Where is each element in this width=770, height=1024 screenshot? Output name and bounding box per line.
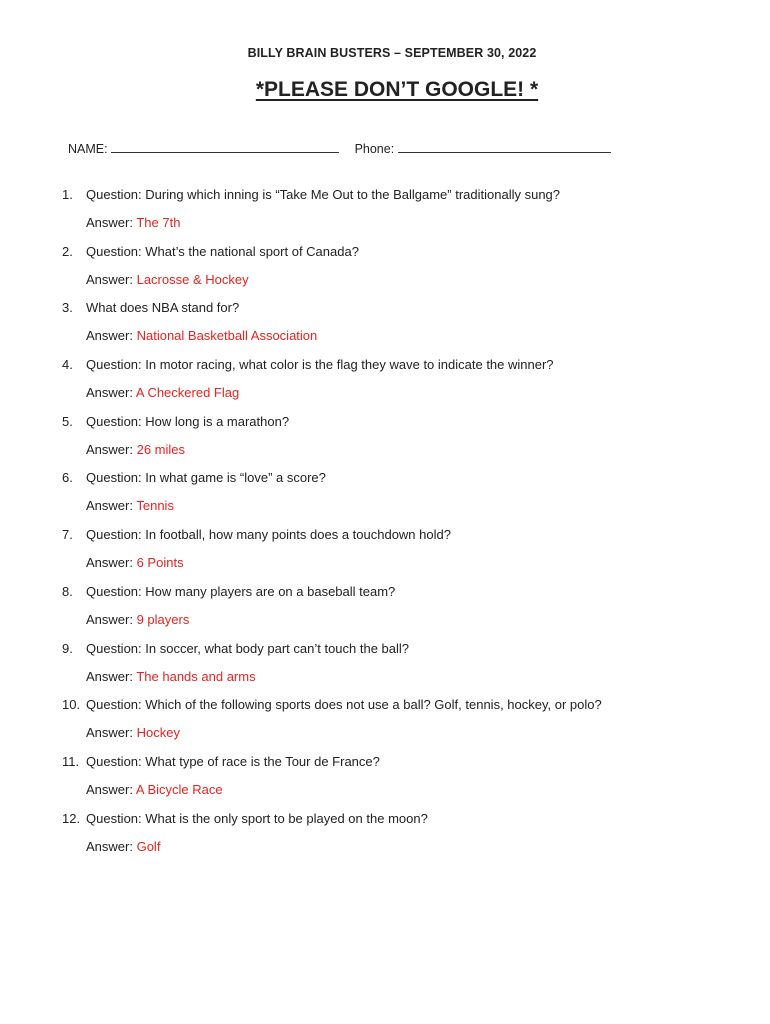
answer-line bbox=[86, 555, 184, 570]
question-number: 8. bbox=[62, 583, 73, 599]
question-text: Question: Which of the following sports does not use a ball? Golf, tennis, hockey, or polo? bbox=[86, 697, 602, 713]
question-number: 5. bbox=[62, 413, 73, 429]
list-item bbox=[62, 811, 762, 868]
answer-label: Answer: bbox=[86, 611, 133, 627]
list-item bbox=[62, 187, 762, 244]
answer-label: Answer: bbox=[86, 781, 133, 797]
question-number: 11. bbox=[62, 753, 80, 769]
warning-title bbox=[0, 78, 770, 102]
answer-label: Answer: bbox=[86, 498, 133, 514]
answer-text: 9 players bbox=[136, 611, 190, 627]
list-item bbox=[62, 357, 762, 414]
contact-fields bbox=[68, 140, 611, 156]
list-item bbox=[62, 641, 762, 698]
list-item bbox=[62, 697, 762, 754]
answer-label: Answer: bbox=[86, 838, 133, 854]
answer-text: National Basketball Association bbox=[136, 328, 318, 344]
question-text: Question: In motor racing, what color is the flag they wave to indicate the winner? bbox=[86, 357, 554, 373]
question-number: 1. bbox=[62, 187, 73, 202]
answer-line bbox=[86, 782, 223, 797]
answer-label: Answer: bbox=[86, 385, 133, 401]
answer-line bbox=[86, 328, 317, 343]
question-number: 4. bbox=[62, 357, 73, 373]
answer-label: Answer: bbox=[86, 668, 133, 684]
answer-label: Answer: bbox=[86, 271, 133, 287]
answer-label: Answer: bbox=[86, 215, 133, 230]
answer-text: The hands and arms bbox=[136, 668, 256, 684]
answer-label: Answer: bbox=[86, 555, 133, 571]
question-text: Question: What type of race is the Tour de France? bbox=[86, 753, 380, 769]
name-blank-line[interactable] bbox=[111, 140, 339, 153]
phone-blank-line[interactable] bbox=[398, 140, 611, 153]
answer-text: A Bicycle Race bbox=[135, 781, 223, 797]
answer-text: 26 miles bbox=[136, 441, 186, 457]
question-text: What does NBA stand for? bbox=[86, 300, 240, 316]
question-text: Question: In what game is “love” a score? bbox=[86, 470, 326, 486]
list-item bbox=[62, 584, 762, 641]
answer-label: Answer: bbox=[86, 725, 133, 741]
question-number: 6. bbox=[62, 470, 73, 486]
question-number: 9. bbox=[62, 640, 73, 656]
answer-text: 6 Points bbox=[136, 555, 184, 571]
answer-text: Tennis bbox=[136, 498, 174, 514]
list-item bbox=[62, 527, 762, 584]
phone-label: Phone: bbox=[354, 142, 395, 156]
name-label: NAME: bbox=[68, 142, 108, 156]
question-text: Question: In soccer, what body part can’t touch the ball? bbox=[86, 640, 410, 656]
list-item bbox=[62, 300, 762, 357]
question-number: 7. bbox=[62, 527, 73, 543]
question-text: Question: What’s the national sport of Canada? bbox=[86, 243, 359, 259]
answer-text: Golf bbox=[136, 838, 161, 854]
list-item bbox=[62, 470, 762, 527]
list-item bbox=[62, 244, 762, 301]
answer-line bbox=[86, 612, 189, 627]
answer-text: Hockey bbox=[136, 725, 180, 741]
question-number: 10. bbox=[62, 697, 81, 713]
answer-line bbox=[86, 498, 174, 513]
answer-label: Answer: bbox=[86, 328, 133, 344]
answer-text: The 7th bbox=[136, 215, 181, 230]
question-text: Question: How many players are on a baseball team? bbox=[86, 583, 396, 599]
answer-text: A Checkered Flag bbox=[135, 385, 240, 401]
answer-line bbox=[86, 669, 256, 684]
warning-text: *PLEASE DON’T GOOGLE! * bbox=[255, 78, 539, 101]
question-number: 2. bbox=[62, 243, 73, 259]
question-text: Question: During which inning is “Take Me Out to the Ballgame” traditionally sung? bbox=[86, 187, 561, 202]
answer-line bbox=[86, 385, 239, 400]
question-number: 12. bbox=[62, 810, 81, 826]
document-header: BILLY BRAIN BUSTERS – SEPTEMBER 30, 2022 bbox=[247, 46, 537, 60]
answer-text: Lacrosse & Hockey bbox=[136, 271, 249, 287]
answer-label: Answer: bbox=[86, 441, 133, 457]
answer-line bbox=[86, 215, 180, 230]
list-item bbox=[62, 414, 762, 471]
question-text: Question: In football, how many points does a touchdown hold? bbox=[86, 527, 451, 543]
answer-line bbox=[86, 442, 185, 457]
question-text: Question: How long is a marathon? bbox=[86, 413, 290, 429]
answer-line bbox=[86, 272, 249, 287]
question-number: 3. bbox=[62, 300, 73, 316]
answer-line bbox=[86, 839, 160, 854]
list-item bbox=[62, 754, 762, 811]
answer-line bbox=[86, 725, 180, 740]
question-list bbox=[62, 187, 762, 867]
question-text: Question: What is the only sport to be played on the moon? bbox=[86, 810, 428, 826]
